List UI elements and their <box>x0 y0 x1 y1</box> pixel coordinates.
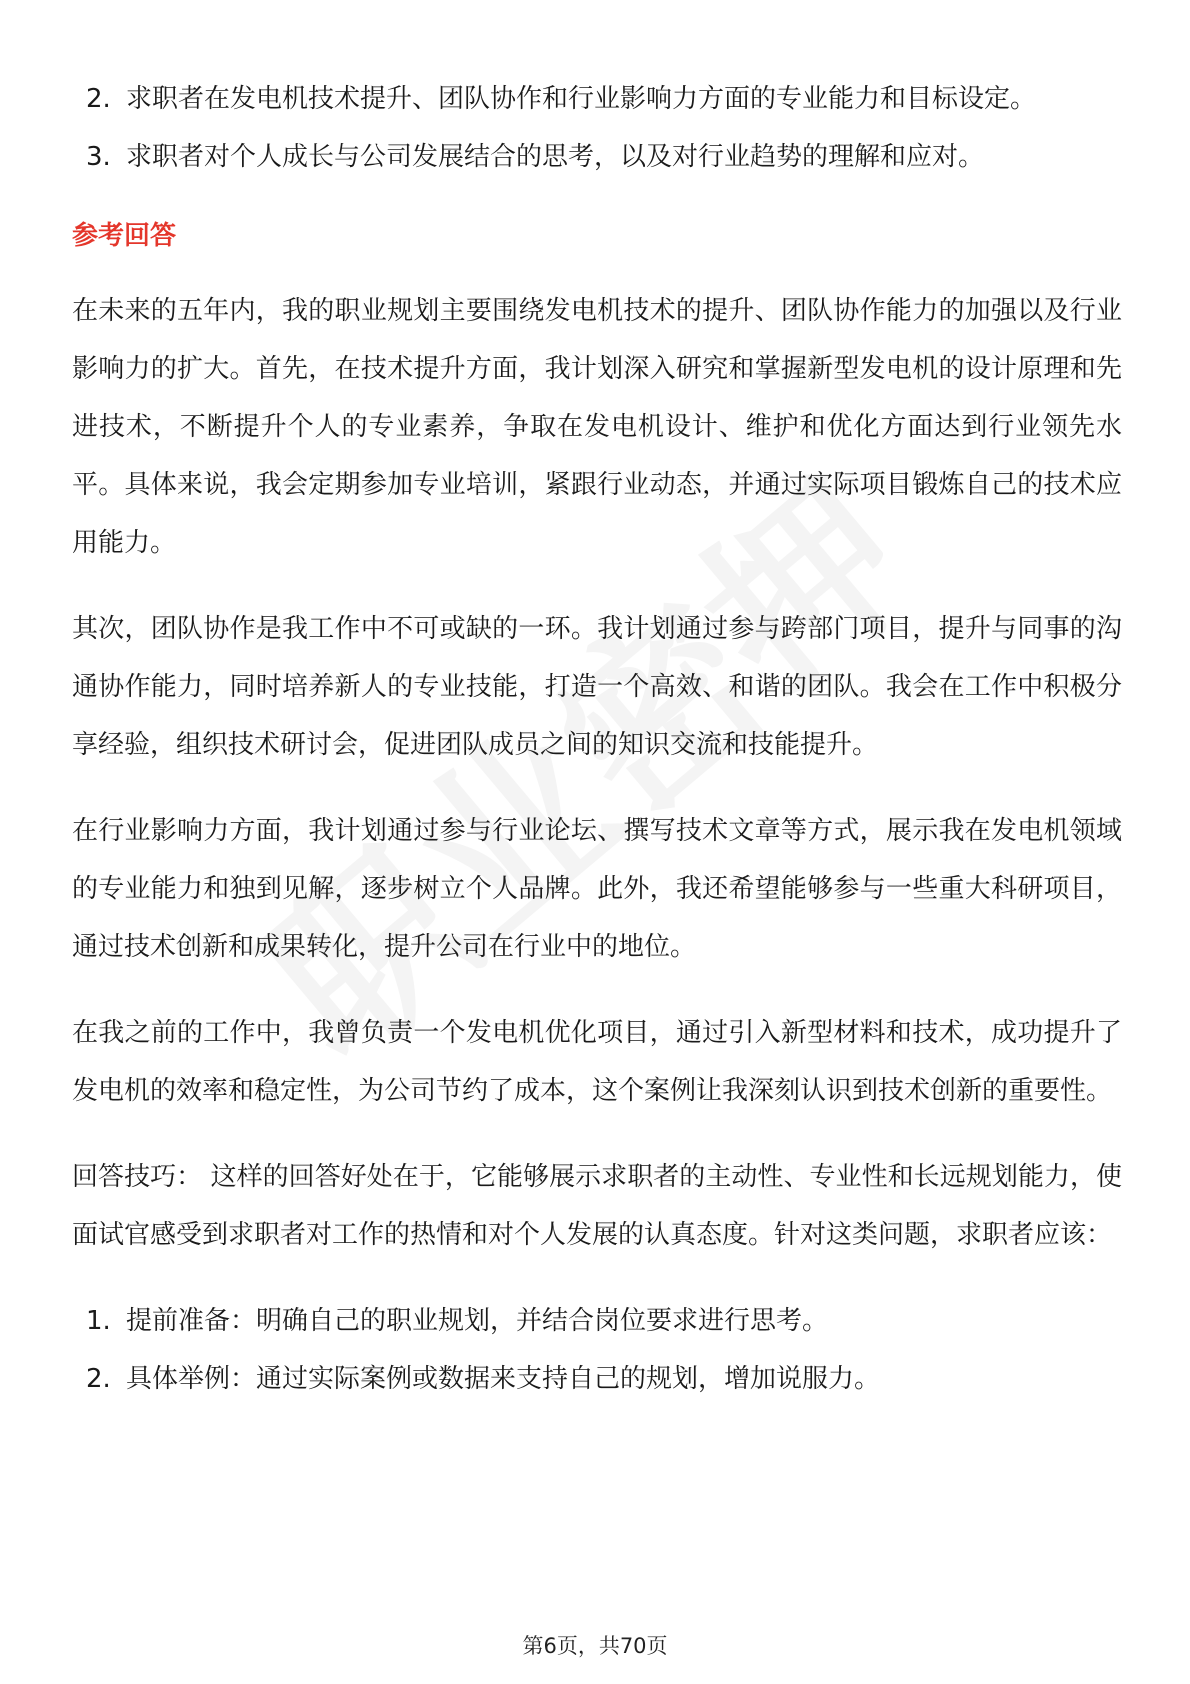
list-item-text: 求职者在发电机技术提升、团队协作和行业影响力方面的专业能力和目标设定。 <box>126 84 1037 114</box>
list-item-text: 求职者对个人成长与公司发展结合的思考，以及对行业趋势的理解和应对。 <box>126 142 985 172</box>
page-content <box>72 70 1122 1408</box>
list-item-number: 3. <box>86 142 111 172</box>
paragraph: 其次，团队协作是我工作中不可或缺的一环。我计划通过参与跨部门项目，提升与同事的沟通协作能力，同时培养新人的专业技能，打造一个高效、和谐的团队。我会在工作中积极分享经验，组织技术研讨会，促进团队成员之间的知识交流和技能提升。 <box>72 614 1122 760</box>
answer-tips-paragraph: 回答技巧： 这样的回答好处在于，它能够展示求职者的主动性、专业性和长远规划能力，使面试官感受到求职者对工作的热情和对个人发展的认真态度。针对这类问题，求职者应该： <box>72 1162 1122 1250</box>
list-item-number: 2. <box>86 1364 111 1394</box>
list-item <box>72 1292 1122 1350</box>
list-item <box>72 70 1122 128</box>
section-heading: 参考回答 <box>72 221 177 251</box>
list-item <box>72 128 1122 186</box>
list-item-text: 具体举例：通过实际案例或数据来支持自己的规划，增加说服力。 <box>126 1364 881 1394</box>
list-item-number: 1. <box>86 1306 111 1336</box>
list-item <box>72 1350 1122 1408</box>
tips-list <box>72 1292 1122 1408</box>
paragraph: 在未来的五年内，我的职业规划主要围绕发电机技术的提升、团队协作能力的加强以及行业影响力的扩大。首先，在技术提升方面，我计划深入研究和掌握新型发电机的设计原理和先进技术，不断提升个人的专业素养，争取在发电机设计、维护和优化方面达到行业领先水平。具体来说，我会定期参加专业培训，紧跟行业动态，并通过实际项目锻炼自己的技术应用能力。 <box>72 296 1122 558</box>
paragraph: 在行业影响力方面，我计划通过参与行业论坛、撰写技术文章等方式，展示我在发电机领域的专业能力和独到见解，逐步树立个人品牌。此外，我还希望能够参与一些重大科研项目，通过技术创新和成果转化，提升公司在行业中的地位。 <box>72 816 1122 962</box>
list-item-text: 提前准备：明确自己的职业规划，并结合岗位要求进行思考。 <box>126 1306 829 1336</box>
paragraph: 在我之前的工作中，我曾负责一个发电机优化项目，通过引入新型材料和技术，成功提升了发电机的效率和稳定性，为公司节约了成本，这个案例让我深刻认识到技术创新的重要性。 <box>72 1018 1122 1106</box>
list-item-number: 2. <box>86 84 111 114</box>
page-footer: 第6页，共70页 <box>522 1634 668 1658</box>
top-list <box>72 70 1122 186</box>
